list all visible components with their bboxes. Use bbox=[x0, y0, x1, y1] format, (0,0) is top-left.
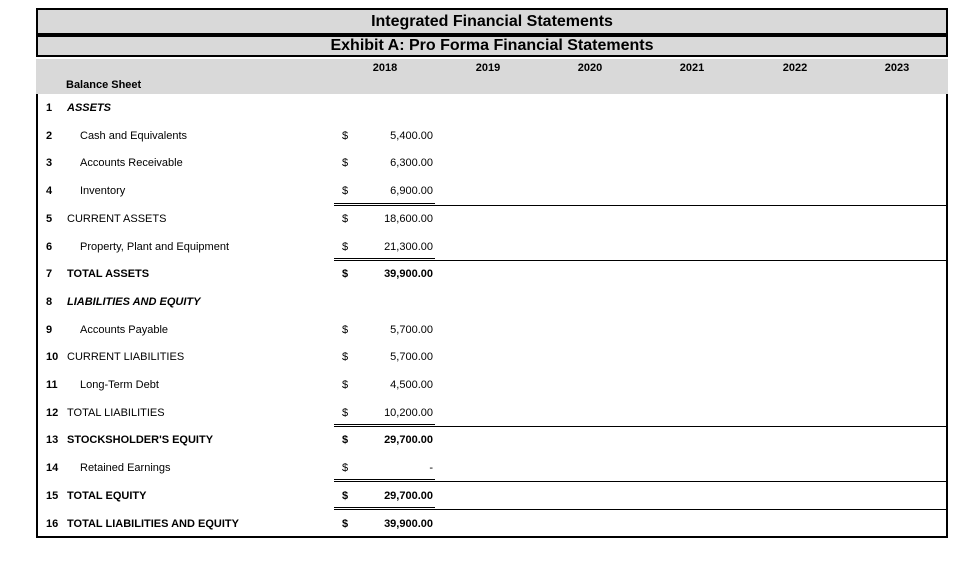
currency-symbol: $ bbox=[342, 185, 349, 198]
currency-symbol: $ bbox=[342, 268, 349, 281]
table-row bbox=[38, 454, 950, 482]
row-label: Property, Plant and Equipment bbox=[80, 240, 229, 253]
amount-2018: 5,700.00 bbox=[390, 323, 433, 336]
row-number: 16 bbox=[46, 517, 59, 530]
currency-symbol: $ bbox=[342, 129, 349, 142]
table-row bbox=[38, 343, 950, 371]
row-label: CURRENT ASSETS bbox=[67, 212, 167, 225]
amount-2018: 18,600.00 bbox=[384, 212, 433, 225]
row-label: LIABILITIES AND EQUITY bbox=[67, 295, 201, 308]
row-label: Retained Earnings bbox=[80, 462, 171, 475]
row-number: 12 bbox=[46, 406, 59, 419]
year-2019: 2019 bbox=[475, 62, 501, 74]
balance-sheet-body bbox=[36, 94, 948, 538]
amount-2018: 39,900.00 bbox=[384, 517, 433, 530]
statement-title: Integrated Financial Statements bbox=[36, 8, 948, 35]
currency-symbol: $ bbox=[342, 462, 349, 475]
row-number: 4 bbox=[46, 185, 53, 198]
year-2021: 2021 bbox=[679, 62, 705, 74]
table-row bbox=[38, 288, 950, 316]
year-2022: 2022 bbox=[782, 62, 808, 74]
currency-symbol: $ bbox=[342, 517, 349, 530]
row-label: Accounts Payable bbox=[80, 323, 169, 336]
row-label: Inventory bbox=[80, 185, 126, 198]
row-label: Accounts Receivable bbox=[80, 157, 183, 170]
currency-symbol: $ bbox=[342, 406, 349, 419]
row-number: 9 bbox=[46, 323, 53, 336]
year-2023: 2023 bbox=[884, 62, 910, 74]
subtotal-underline bbox=[334, 479, 435, 480]
row-label: CURRENT LIABILITIES bbox=[67, 351, 185, 364]
row-label: TOTAL ASSETS bbox=[67, 268, 150, 281]
table-row bbox=[38, 205, 950, 233]
row-number: 14 bbox=[46, 462, 59, 475]
subtotal-underline bbox=[334, 507, 435, 508]
row-label: Cash and Equivalents bbox=[80, 129, 188, 142]
table-row bbox=[38, 482, 950, 510]
row-label: TOTAL LIABILITIES bbox=[67, 406, 165, 419]
table-row bbox=[38, 316, 950, 344]
table-row bbox=[38, 260, 950, 288]
currency-symbol: $ bbox=[342, 157, 349, 170]
year-2020: 2020 bbox=[577, 62, 603, 74]
subtotal-underline bbox=[334, 424, 435, 425]
currency-symbol: $ bbox=[342, 323, 349, 336]
row-number: 5 bbox=[46, 212, 53, 225]
section-header bbox=[36, 77, 948, 94]
table-row bbox=[38, 510, 950, 538]
row-number: 1 bbox=[46, 102, 53, 114]
amount-2018: 6,900.00 bbox=[390, 185, 433, 198]
row-number: 15 bbox=[46, 489, 59, 502]
table-row bbox=[38, 233, 950, 261]
table-row bbox=[38, 177, 950, 205]
table-row bbox=[38, 426, 950, 454]
subtotal-underline bbox=[334, 258, 435, 259]
section-label: Balance Sheet bbox=[66, 79, 142, 91]
row-number: 11 bbox=[46, 379, 58, 391]
amount-2018: 21,300.00 bbox=[384, 240, 433, 253]
row-number: 13 bbox=[46, 434, 59, 447]
year-header-row bbox=[36, 59, 948, 77]
table-row bbox=[38, 149, 950, 177]
amount-2018: 4,500.00 bbox=[390, 379, 433, 391]
row-number: 7 bbox=[46, 268, 53, 281]
currency-symbol: $ bbox=[342, 212, 349, 225]
row-label: Long-Term Debt bbox=[80, 379, 159, 391]
amount-2018: - bbox=[429, 462, 433, 475]
amount-2018: 39,900.00 bbox=[384, 268, 433, 281]
table-row bbox=[38, 94, 950, 122]
row-number: 6 bbox=[46, 240, 53, 253]
row-label: STOCKSHOLDER'S EQUITY bbox=[67, 434, 214, 447]
currency-symbol: $ bbox=[342, 379, 349, 391]
row-label: TOTAL EQUITY bbox=[67, 489, 147, 502]
row-number: 3 bbox=[46, 157, 53, 170]
currency-symbol: $ bbox=[342, 434, 349, 447]
year-2018: 2018 bbox=[372, 62, 398, 74]
amount-2018: 10,200.00 bbox=[384, 406, 433, 419]
row-label: TOTAL LIABILITIES AND EQUITY bbox=[67, 517, 239, 530]
amount-2018: 29,700.00 bbox=[384, 489, 433, 502]
financial-statement-sheet bbox=[36, 8, 948, 538]
amount-2018: 29,700.00 bbox=[384, 434, 433, 447]
row-number: 10 bbox=[46, 351, 59, 364]
table-row bbox=[38, 399, 950, 427]
table-row bbox=[38, 371, 950, 399]
currency-symbol: $ bbox=[342, 351, 349, 364]
amount-2018: 5,400.00 bbox=[390, 129, 433, 142]
table-row bbox=[38, 122, 950, 150]
row-label: ASSETS bbox=[67, 102, 112, 114]
currency-symbol: $ bbox=[342, 489, 349, 502]
row-number: 2 bbox=[46, 129, 53, 142]
row-number: 8 bbox=[46, 295, 53, 308]
statement-subtitle: Exhibit A: Pro Forma Financial Statements bbox=[36, 35, 948, 57]
currency-symbol: $ bbox=[342, 240, 349, 253]
amount-2018: 5,700.00 bbox=[390, 351, 433, 364]
amount-2018: 6,300.00 bbox=[390, 157, 433, 170]
